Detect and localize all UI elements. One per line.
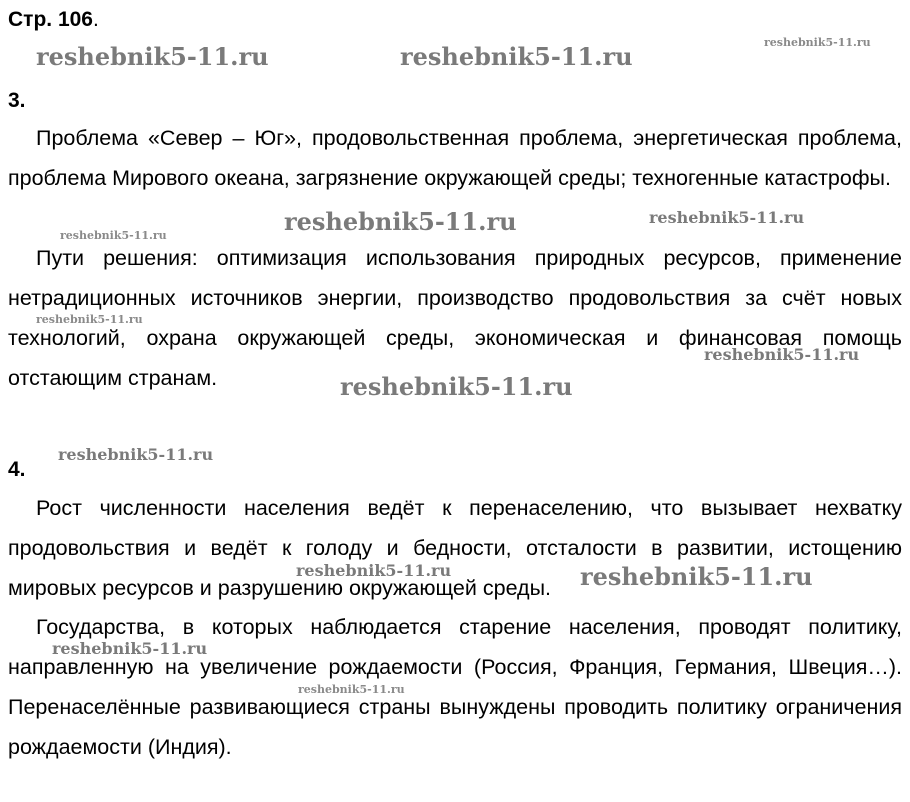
task-number-3: 3.: [8, 89, 26, 112]
page-title-text: Стр. 106: [8, 8, 93, 31]
watermark: reshebnik5-11.ru: [60, 229, 167, 242]
page-title: [8, 6, 99, 34]
watermark: reshebnik5-11.ru: [400, 42, 633, 71]
watermark: reshebnik5-11.ru: [284, 207, 517, 236]
watermark: reshebnik5-11.ru: [649, 208, 805, 227]
watermark: reshebnik5-11.ru: [704, 345, 860, 364]
page-title-dot: .: [92, 8, 99, 31]
task-4-paragraph-1: Рост численности населения ведёт к перенаселению, что вызывает нехватку продовольствия и ведёт к голоду и бедности, отсталости в развитии, истощению мировых ресурсов и разрушению окружающей среды.: [8, 496, 902, 600]
watermark: reshebnik5-11.ru: [36, 313, 143, 326]
watermark: reshebnik5-11.ru: [764, 36, 871, 49]
task-3-paragraph-1: Проблема «Север – Юг», продовольственная проблема, энергетическая проблема, проблема Мирового океана, загрязнение окружающей среды; техногенные катастрофы.: [8, 126, 902, 190]
watermark: reshebnik5-11.ru: [298, 683, 405, 696]
task-3-paragraph-2: Пути решения: оптимизация использования природных ресурсов, применение нетрадиционных источников энергии, производство продовольствия за счёт новых технологий, охрана окружающей среды, экономическая и финансовая помощь отстающим странам.: [8, 246, 902, 390]
watermark: reshebnik5-11.ru: [52, 639, 208, 658]
task-number-4: 4.: [8, 458, 26, 481]
task-4-paragraph-2: Государства, в которых наблюдается старение населения, проводят политику, направленную на увеличение рождаемости (Россия, Франция, Германия, Швеция…). Перенаселённые развивающиеся страны вынуждены проводить политику ограничения рождаемости (Индия).: [8, 615, 902, 759]
watermark: reshebnik5-11.ru: [36, 42, 269, 71]
watermark: reshebnik5-11.ru: [296, 561, 452, 580]
watermark: reshebnik5-11.ru: [340, 372, 573, 401]
watermark: reshebnik5-11.ru: [58, 445, 214, 464]
watermark: reshebnik5-11.ru: [580, 562, 813, 591]
